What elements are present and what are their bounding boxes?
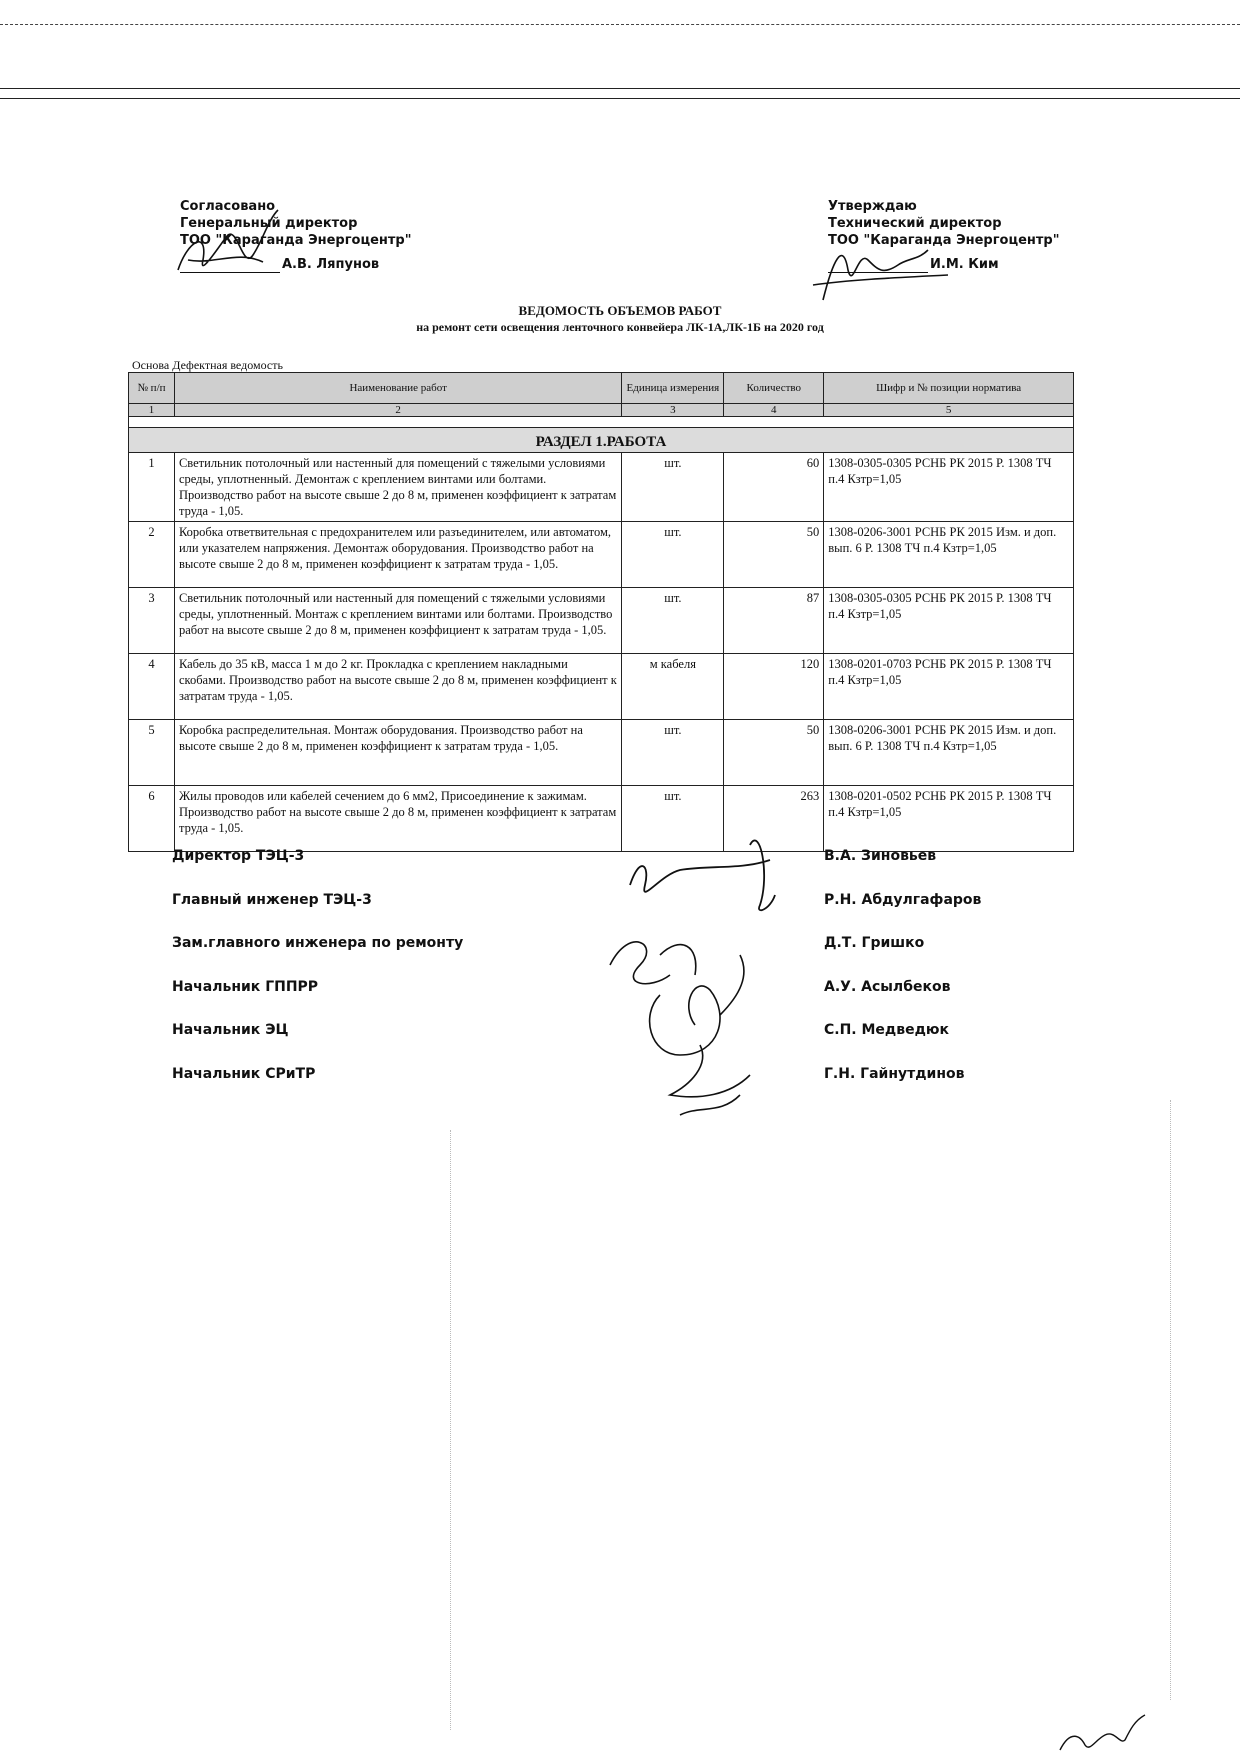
section-row	[129, 428, 1074, 453]
index-cell: 1	[129, 404, 175, 417]
row-code: 1308-0206-3001 РСНБ РК 2015 Изм. и доп. вып. 6 Р. 1308 ТЧ п.4 Кзтр=1,05	[824, 522, 1074, 588]
scan-line-left	[450, 1130, 451, 1730]
index-cell: 5	[824, 404, 1074, 417]
row-code: 1308-0206-3001 РСНБ РК 2015 Изм. и доп. вып. 6 Р. 1308 ТЧ п.4 Кзтр=1,05	[824, 720, 1074, 786]
position-head-sritr: Начальник СРиТР	[172, 1065, 316, 1082]
row-qty: 50	[724, 522, 824, 588]
approval-left-line2: Генеральный директор	[180, 216, 358, 231]
position-deputy-chief-engineer: Зам.главного инженера по ремонту	[172, 935, 464, 951]
row-unit: шт.	[622, 786, 724, 852]
index-cell: 2	[174, 404, 621, 417]
index-cell: 4	[724, 404, 824, 417]
position-head-gpprr: Начальник ГППРР	[172, 978, 319, 995]
table-row	[129, 654, 1074, 720]
row-num: 5	[129, 720, 175, 786]
header-name: Наименование работ	[174, 373, 621, 404]
table-header-row	[129, 373, 1074, 404]
name-medvedyuk: С.П. Медведюк	[824, 1022, 950, 1038]
row-unit: шт.	[622, 453, 724, 522]
document-title: ВЕДОМОСТЬ ОБЪЕМОВ РАБОТ	[518, 303, 722, 318]
signers-positions	[172, 848, 463, 1109]
scan-line-right	[1170, 1100, 1171, 1700]
row-qty: 120	[724, 654, 824, 720]
signature-lyapunov	[168, 200, 288, 290]
signature-bottom-corner	[1055, 1700, 1175, 1754]
name-gainutdinov: Г.Н. Гайнутдинов	[824, 1065, 965, 1082]
table-row	[129, 720, 1074, 786]
index-row	[129, 404, 1074, 417]
row-unit: шт.	[622, 522, 724, 588]
approval-right-line3: ТОО "Караганда Энергоцентр"	[828, 233, 1060, 248]
header-qty: Количество	[724, 373, 824, 404]
row-num: 3	[129, 588, 175, 654]
position-director: Директор ТЭЦ-3	[172, 848, 305, 864]
gap-row	[129, 417, 1074, 428]
position-head-ec: Начальник ЭЦ	[172, 1022, 289, 1038]
row-unit: шт.	[622, 720, 724, 786]
signature-kim	[808, 230, 958, 310]
signatures-cluster	[600, 815, 820, 1145]
header-unit: Единица измерения	[622, 373, 724, 404]
row-unit: м кабеля	[622, 654, 724, 720]
row-name: Светильник потолочный или настенный для помещений с тяжелыми условиями среды, уплотненный. Монтаж с креплением винтами или болтами. Производство работ на высоте свыше 2 до 8 м, применен коэффициент к затратам труда - 1,05.	[174, 588, 621, 654]
top-rule-3	[0, 98, 1240, 99]
signers-names	[824, 848, 981, 1109]
row-num: 6	[129, 786, 175, 852]
approval-right-line2: Технический директор	[828, 216, 1002, 231]
document-subtitle: на ремонт сети освещения ленточного конвейера ЛК-1А,ЛК-1Б на 2020 год	[416, 320, 824, 334]
works-table	[128, 372, 1074, 852]
name-asylbekov: А.У. Асылбеков	[824, 978, 951, 995]
row-code: 1308-0201-0502 РСНБ РК 2015 Р. 1308 ТЧ п.4 Кзтр=1,05	[824, 786, 1074, 852]
header-num: № п/п	[129, 373, 175, 404]
row-qty: 50	[724, 720, 824, 786]
section-title: РАЗДЕЛ 1.РАБОТА	[129, 428, 1074, 453]
row-num: 4	[129, 654, 175, 720]
row-qty: 263	[724, 786, 824, 852]
row-code: 1308-0305-0305 РСНБ РК 2015 Р. 1308 ТЧ п.4 Кзтр=1,05	[824, 588, 1074, 654]
row-name: Жилы проводов или кабелей сечением до 6 мм2, Присоединение к зажимам. Производство работ на высоте свыше 2 до 8 м, применен коэффициент к затратам труда - 1,05.	[174, 786, 621, 852]
name-abdulgafarov: Р.Н. Абдулгафаров	[824, 891, 982, 908]
approval-left-line3: ТОО "Караганда Энергоцентр"	[180, 233, 412, 248]
position-chief-engineer: Главный инженер ТЭЦ-3	[172, 891, 372, 908]
name-grishko: Д.Т. Гришко	[824, 935, 925, 951]
name-zinovyev: В.А. Зиновьев	[824, 848, 937, 864]
row-code: 1308-0305-0305 РСНБ РК 2015 Р. 1308 ТЧ п.4 Кзтр=1,05	[824, 453, 1074, 522]
basis-label: Основа Дефектная ведомость	[132, 358, 283, 372]
row-num: 2	[129, 522, 175, 588]
top-rule-2	[0, 88, 1240, 89]
top-rule-1	[0, 24, 1240, 25]
header-code: Шифр и № позиции норматива	[824, 373, 1074, 404]
row-name: Светильник потолочный или настенный для помещений с тяжелыми условиями среды, уплотненный. Демонтаж с креплением винтами или болтами. Производство работ на высоте свыше 2 до 8 м, применен коэффициент к затратам труда - 1,05.	[174, 453, 621, 522]
row-unit: шт.	[622, 588, 724, 654]
table-row	[129, 522, 1074, 588]
table-row	[129, 588, 1074, 654]
approval-right-name: И.М. Ким	[930, 257, 999, 272]
row-code: 1308-0201-0703 РСНБ РК 2015 Р. 1308 ТЧ п.4 Кзтр=1,05	[824, 654, 1074, 720]
row-qty: 87	[724, 588, 824, 654]
approval-left-line1: Согласовано	[180, 199, 276, 214]
row-qty: 60	[724, 453, 824, 522]
row-name: Коробка ответвительная с предохранителем или разъединителем, или автоматом, или указателем напряжения. Демонтаж оборудования. Производство работ на высоте свыше 2 до 8 м, применен коэффициент к затратам труда - 1,05.	[174, 522, 621, 588]
index-cell: 3	[622, 404, 724, 417]
row-name: Коробка распределительная. Монтаж оборудования. Производство работ на высоте свыше 2 до 8 м, применен коэффициент к затратам труда - 1,05.	[174, 720, 621, 786]
row-name: Кабель до 35 кВ, масса 1 м до 2 кг. Прокладка с креплением накладными скобами. Производство работ на высоте свыше 2 до 8 м, применен коэффициент к затратам труда - 1,05.	[174, 654, 621, 720]
approval-left-name: А.В. Ляпунов	[282, 257, 380, 272]
row-num: 1	[129, 453, 175, 522]
approval-right-line1: Утверждаю	[828, 199, 917, 214]
table-row	[129, 453, 1074, 522]
